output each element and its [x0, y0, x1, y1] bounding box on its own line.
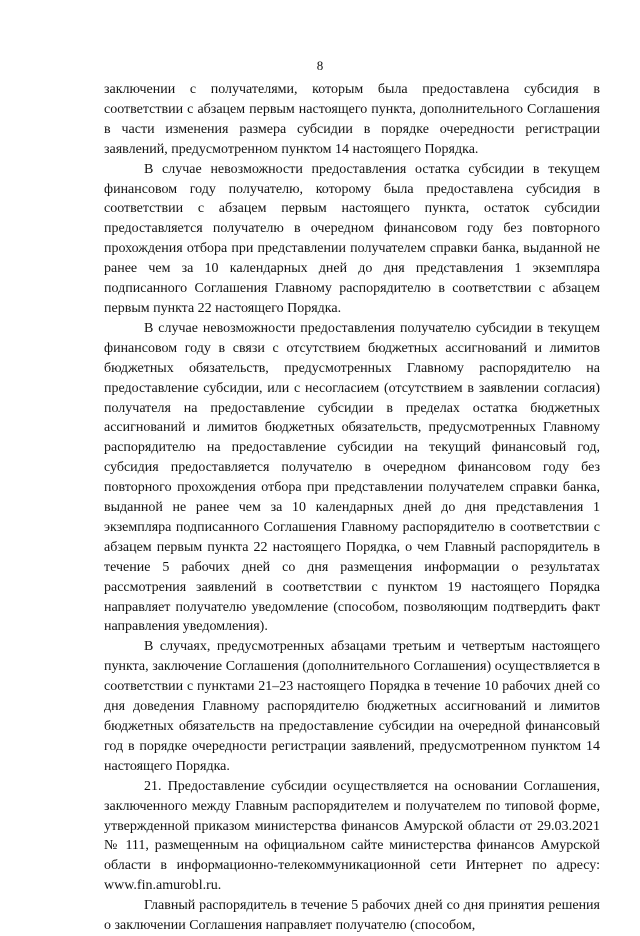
paragraph-remainder-subsidy: В случае невозможности предоставления остатка субсидии в текущем финансовом году получателю, которому была предоставлена субсидия в соответствии с абзацем первым настоящего пункта, остаток субсидии предоставляется получателю в очередном финансовом году без повторного прохождения отбора при представлении получателем справки банка, выданной не ранее чем за 10 календарных дней до дня представления 1 экземпляра подписанного Соглашения Главному распорядителю в соответствии с абзацем первым пункта 22 настоящего Порядка.: [104, 161, 600, 316]
paragraph-no-allocations: В случае невозможности предоставления получателю субсидии в текущем финансовом году в связи с отсутствием бюджетных ассигнований и лимитов бюджетных обязательств, предусмотренных Главному распорядителю на предоставление субсидии, или с несогласием (отсутствием в заявлении согласия) получателя на предоставление субсидии в пределах остатка бюджетных ассигнований и лимитов бюджетных обязательств, предусмотренных Главному распорядителю на предоставление субсидии на текущий финансовый год, субсидия предоставляется получателю в очередном финансовом году без повторного прохождения отбора при представлении получателем справки банка, выданной не ранее чем за 10 календарных дней до дня представления 1 экземпляра подписанного Соглашения Главному распорядителю в соответствии с абзацем первым пункта 22 настоящего Порядка, о чем Главный распорядитель в течение 5 рабочих дней со дня размещения информации о результатах рассмотрения заявлений в соответствии с пунктом 19 настоящего Порядка направляет получателю уведомление (способом, позволяющим подтвердить факт направления уведомления).: [104, 320, 600, 635]
paragraph-main-administrator: Главный распорядитель в течение 5 рабочих дней со дня принятия решения о заключении Соглашения направляет получателю (способом,: [104, 898, 600, 934]
paragraph-item-21: 21. Предоставление субсидии осуществляется на основании Соглашения, заключенного между Главным распорядителем и получателем по типовой форме, утвержденной приказом министерства финансов Амурской области от 29.03.2021 № 111, размещенным на официальном сайте министерства финансов Амурской области в информационно-телекоммуникационной сети Интернет по адресу: www.fin.amurobl.ru.: [104, 778, 600, 894]
paragraph-agreement-conclusion: В случаях, предусмотренных абзацами третьим и четвертым настоящего пункта, заключение Соглашения (дополнительного Соглашения) осуществляется в соответствии с пунктами 21–23 настоящего Порядка в течение 10 рабочих дней со дня доведения Главному распорядителю бюджетных ассигнований и лимитов бюджетных обязательств на предоставление субсидии на очередной финансовый год в порядке очередности регистрации заявлений, предусмотренном пунктом 14 настоящего Порядка.: [104, 639, 600, 774]
paragraph-continuation: заключении с получателями, которым была предоставлена субсидия в соответствии с абзацем первым настоящего пункта, дополнительного Соглашения в части изменения размера субсидии в порядке очередности регистрации заявлений, предусмотренном пунктом 14 настоящего Порядка.: [104, 82, 600, 157]
document-body: [104, 80, 600, 936]
page-number: 8: [316, 58, 324, 73]
